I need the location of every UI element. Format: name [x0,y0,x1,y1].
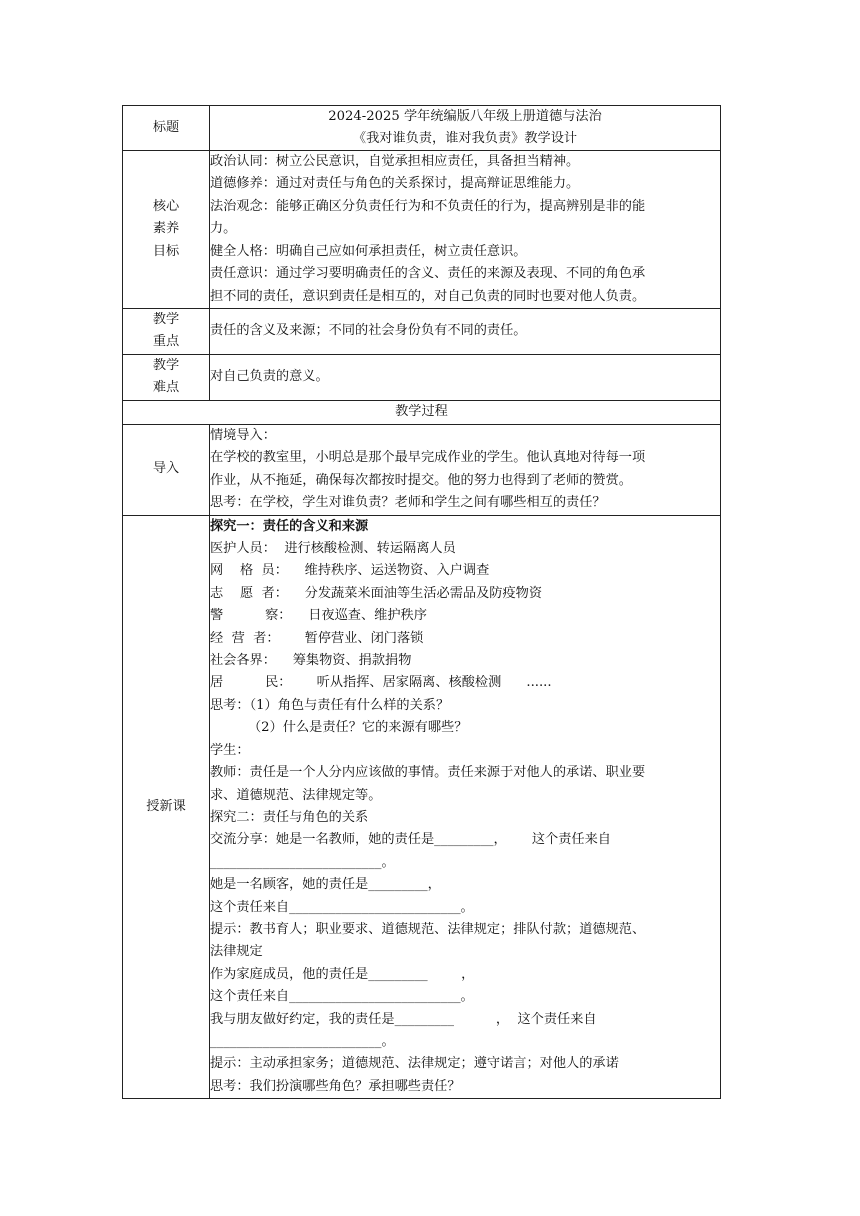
share-line: 作为家庭成员，他的责任是_________ ， [210,966,475,982]
key-points-label [123,309,210,355]
title-label: 标题 [123,106,210,151]
lesson-title [210,106,721,151]
intro-line: 情境导入： [210,427,276,443]
difficulty-label [123,354,210,400]
lesson-title-line-1: 2024-2025 学年统编版八年级上册道德与法治 [328,109,602,124]
key-label-line-1: 教学 [152,312,180,327]
diff-label-line-2: 难点 [152,380,180,396]
hint-line: 法律规定 [210,944,263,960]
role-line: 医护人员： 进行核酸检测、转运隔离人员 [210,541,456,557]
hint-line: 提示：主动承担家务；道德规范、法律规定；遵守诺言；对他人的承诺 [210,1056,619,1072]
explore-1-title: 探究一：责任的含义和来源 [210,518,369,534]
final-think-line: 思考：我们扮演哪些角色？承担哪些责任？ [210,1078,461,1094]
core-literacy-label [123,151,210,309]
core-line: 力。 [210,221,237,237]
core-line: 道德修养：通过对责任与角色的关系探讨，提高辩证思维能力。 [210,176,580,192]
role-line: 警 察： 日夜巡查、维护秩序 [210,608,427,624]
share-line: __________________________。 [210,854,395,870]
hint-line: 提示：教书育人；职业要求、道德规范、法律规定；排队付款；道德规范、 [210,921,646,937]
share-line: 这个责任来自__________________________。 [210,899,474,915]
teacher-line: 求、道德规范、法律规定等。 [210,787,382,803]
lesson-title-line-2: 《我对谁负责，谁对我负责》教学设计 [352,131,578,146]
process-header: 教学过程 [123,400,721,424]
intro-line: 在学校的教室里，小明总是那个最早完成作业的学生。他认真地对待每一项 [210,450,646,466]
core-line: 责任意识：通过学习要明确责任的含义、责任的来源及表现、不同的角色承 [210,266,646,282]
core-label-line-1: 核心 [152,198,180,214]
share-line: 她是一名顾客，她的责任是_________， [210,877,441,893]
key-points-row [123,309,721,355]
new-lesson-label: 授新课 [123,515,210,1099]
think-question-2: （2）什么是责任？它的来源有哪些？ [248,720,468,736]
role-line: 志 愿 者： 分发蔬菜米面油等生活必需品及防疫物资 [210,585,543,601]
intro-row [123,424,721,515]
core-literacy-content [210,151,721,309]
core-label-line-3: 目标 [152,243,180,259]
role-line: 社会各界： 筹集物资、捐款捐物 [210,653,412,669]
core-label-line-2: 素养 [152,221,180,237]
explore-2-title: 探究二：责任与角色的关系 [210,809,369,825]
intro-line: 思考：在学校，学生对谁负责？老师和学生之间有哪些相互的责任？ [210,495,606,511]
share-line: 我与朋友做好约定，我的责任是_________ ， 这个责任来自 [210,1011,597,1027]
key-points-content: 责任的含义及来源；不同的社会身份负有不同的责任。 [210,309,721,355]
core-line: 政治认同：树立公民意识，自觉承担相应责任，具备担当精神。 [210,154,580,170]
title-row [123,106,721,151]
core-line: 担不同的责任，意识到责任是相互的，对自己负责的同时也要对他人负责。 [210,288,646,304]
lesson-plan-table [122,105,721,1099]
teacher-line: 教师：责任是一个人分内应该做的事情。责任来源于对他人的承诺、职业要 [210,765,646,781]
process-header-row [123,400,721,424]
share-line: 交流分享：她是一名教师，她的责任是_________， 这个责任来自 [210,832,611,848]
new-lesson-content [210,515,721,1099]
share-line: __________________________。 [210,1033,395,1049]
share-line: 这个责任来自__________________________。 [210,989,474,1005]
role-line: 网 格 员： 维持秩序、运送物资、入户调查 [210,563,490,579]
intro-label: 导入 [123,424,210,515]
role-line: 经 营 者： 暂停营业、闭门落锁 [210,630,424,646]
intro-content [210,424,721,515]
role-line: 居 民： 听从指挥、居家隔离、核酸检测 ...... [210,675,552,691]
new-lesson-row [123,515,721,1099]
difficulty-row [123,354,721,400]
core-literacy-row [123,151,721,309]
intro-line: 作业，从不拖延，确保每次都按时提交。他的努力也得到了老师的赞赏。 [210,472,632,488]
think-question-1: 思考：（1）角色与责任有什么样的关系？ [210,697,450,713]
student-label: 学生： [210,742,250,758]
core-line: 健全人格：明确自己应如何承担责任，树立责任意识。 [210,243,527,259]
core-line: 法治观念：能够正确区分负责任行为和不负责任的行为，提高辨别是非的能 [210,198,646,214]
diff-label-line-1: 教学 [152,357,180,373]
key-label-line-2: 重点 [152,334,180,350]
difficulty-content: 对自己负责的意义。 [210,354,721,400]
